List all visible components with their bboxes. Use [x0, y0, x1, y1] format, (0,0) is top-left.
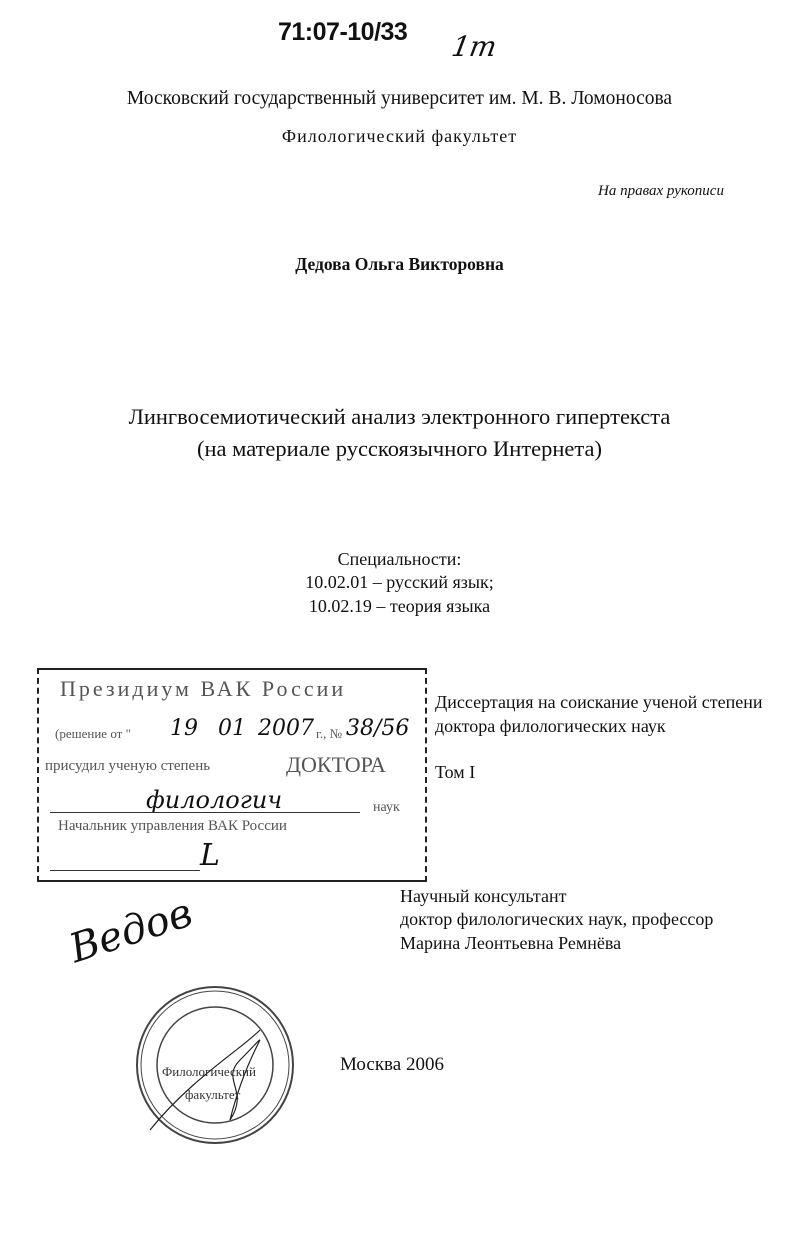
seal-text: факультет	[185, 1087, 241, 1102]
rights-note: На правах рукописи	[598, 183, 724, 199]
dissertation-line: доктора филологических наук	[435, 716, 666, 736]
author-name: Дедова Ольга Викторовна	[295, 254, 504, 274]
stamp-line: Начальник управления ВАК России	[58, 818, 287, 834]
stamp-number-prefix: г., №	[316, 726, 343, 741]
stamp-line: (решение от "	[55, 726, 131, 741]
stamp-line: присудил ученую степень	[45, 758, 211, 774]
city-year: Москва 2006	[340, 1054, 444, 1075]
stamp-day: 19	[170, 716, 198, 741]
stamp-year: 2007	[258, 716, 314, 741]
specialty-item: 10.02.19 – теория языка	[308, 596, 491, 616]
handwritten-signature: Ведов	[63, 889, 198, 973]
consultant-line: Марина Леонтьевна Ремнёва	[400, 933, 622, 953]
consultant-line: Научный консультант	[400, 886, 567, 906]
stamp-underline	[50, 812, 360, 813]
dissertation-line: Диссертация на соискание ученой степени	[435, 692, 763, 712]
volume-label: Том I	[435, 762, 476, 782]
specialty-item: 10.02.01 – русский язык;	[305, 572, 494, 592]
stamp-month: 01	[218, 716, 246, 741]
seal-text: Филологический	[162, 1064, 256, 1079]
consultant-line: доктор филологических наук, профессор	[400, 909, 714, 929]
faculty-name: Филологический факультет	[281, 126, 518, 146]
stamp-number: 38/56	[346, 716, 410, 741]
archive-code: 71:07-10/33	[278, 18, 408, 46]
stamp-line: Президиум ВАК России	[60, 676, 347, 701]
thesis-title-line: (на материале русскоязычного Интернета)	[196, 436, 603, 461]
university-name: Московский государственный университет им. М. В. Ломоносова	[126, 88, 673, 109]
specialties-heading: Специальности:	[337, 549, 462, 569]
stamp-signature: L	[200, 838, 220, 873]
stamp-line: наук	[373, 800, 400, 815]
stamp-underline	[50, 870, 200, 871]
stamp-field: филологич	[146, 786, 283, 814]
handwritten-mark: 1т	[449, 30, 500, 63]
stamp-degree: ДОКТОРА	[286, 752, 386, 777]
thesis-title-line: Лингвосемиотический анализ электронного гипертекста	[128, 404, 671, 429]
